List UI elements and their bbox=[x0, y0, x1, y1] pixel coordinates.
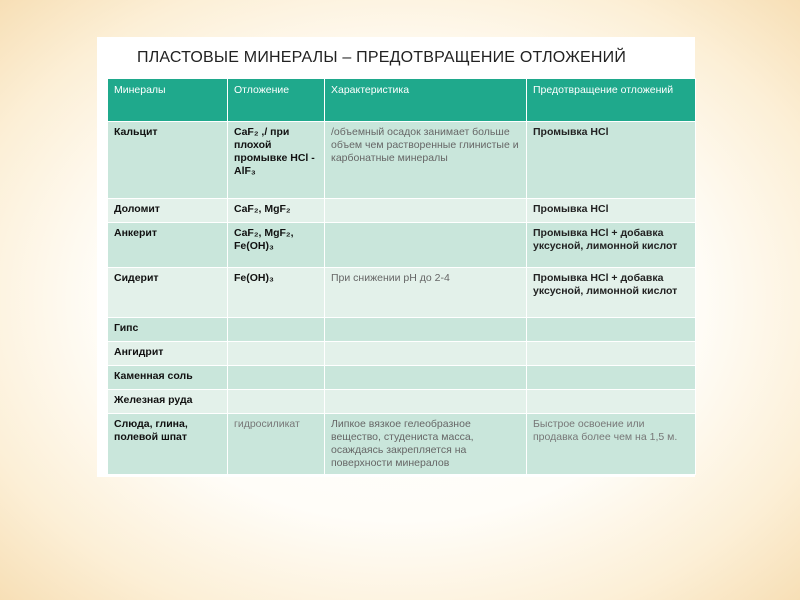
table-row bbox=[108, 318, 696, 342]
mineral-cell: Ангидрит bbox=[108, 342, 228, 366]
prevention-cell bbox=[527, 318, 696, 342]
table-row bbox=[108, 268, 696, 318]
characteristic-cell: /объемный осадок занимает больше объем чем растворенные глинистые и карбонатные минералы bbox=[325, 122, 527, 199]
deposit-cell bbox=[228, 342, 325, 366]
mineral-cell: Доломит bbox=[108, 199, 228, 223]
deposit-cell bbox=[228, 366, 325, 390]
deposit-cell bbox=[228, 390, 325, 414]
prevention-cell: Промывка HCl + добавка уксусной, лимонной кислот bbox=[527, 268, 696, 318]
characteristic-cell: При снижении pH до 2-4 bbox=[325, 268, 527, 318]
mineral-cell: Кальцит bbox=[108, 122, 228, 199]
characteristic-cell bbox=[325, 342, 527, 366]
header-prevention: Предотвращение отложений bbox=[527, 79, 696, 122]
characteristic-cell bbox=[325, 366, 527, 390]
table-row bbox=[108, 414, 696, 475]
deposit-cell bbox=[228, 318, 325, 342]
deposit-cell: Fe(OH)₃ bbox=[228, 268, 325, 318]
mineral-cell: Анкерит bbox=[108, 223, 228, 268]
mineral-cell: Железная руда bbox=[108, 390, 228, 414]
prevention-cell: Быстрое освоение или продавка более чем на 1,5 м. bbox=[527, 414, 696, 475]
prevention-cell bbox=[527, 390, 696, 414]
mineral-cell: Гипс bbox=[108, 318, 228, 342]
header-minerals: Минералы bbox=[108, 79, 228, 122]
deposit-cell: CaF₂, MgF₂ bbox=[228, 199, 325, 223]
mineral-cell: Сидерит bbox=[108, 268, 228, 318]
characteristic-cell bbox=[325, 318, 527, 342]
characteristic-cell bbox=[325, 223, 527, 268]
table-row bbox=[108, 390, 696, 414]
table-row bbox=[108, 122, 696, 199]
characteristic-cell bbox=[325, 199, 527, 223]
deposit-cell: CaF₂ ,/ при плохой промывке HCl - AlF₃ bbox=[228, 122, 325, 199]
table-row bbox=[108, 342, 696, 366]
mineral-cell: Каменная соль bbox=[108, 366, 228, 390]
prevention-cell bbox=[527, 342, 696, 366]
slide-title: ПЛАСТОВЫЕ МИНЕРАЛЫ – ПРЕДОТВРАЩЕНИЕ ОТЛОЖЕНИЙ bbox=[137, 49, 627, 66]
mineral-cell: Слюда, глина, полевой шпат bbox=[108, 414, 228, 475]
prevention-cell: Промывка HCl bbox=[527, 199, 696, 223]
deposit-cell: гидросиликат bbox=[228, 414, 325, 475]
header-characteristic: Характеристика bbox=[325, 79, 527, 122]
characteristic-cell: Липкое вязкое гелеобразное вещество, студениста масса, осаждаясь закрепляется на поверхности минералов bbox=[325, 414, 527, 475]
table-row bbox=[108, 223, 696, 268]
table-row bbox=[108, 199, 696, 223]
prevention-cell bbox=[527, 366, 696, 390]
prevention-cell: Промывка HCl + добавка уксусной, лимонной кислот bbox=[527, 223, 696, 268]
characteristic-cell bbox=[325, 390, 527, 414]
slide bbox=[97, 37, 695, 477]
table-header-row bbox=[108, 79, 696, 122]
deposit-cell: CaF₂, MgF₂, Fe(OH)₃ bbox=[228, 223, 325, 268]
header-deposit: Отложение bbox=[228, 79, 325, 122]
table-row bbox=[108, 366, 696, 390]
prevention-cell: Промывка HCl bbox=[527, 122, 696, 199]
minerals-table bbox=[107, 78, 696, 475]
